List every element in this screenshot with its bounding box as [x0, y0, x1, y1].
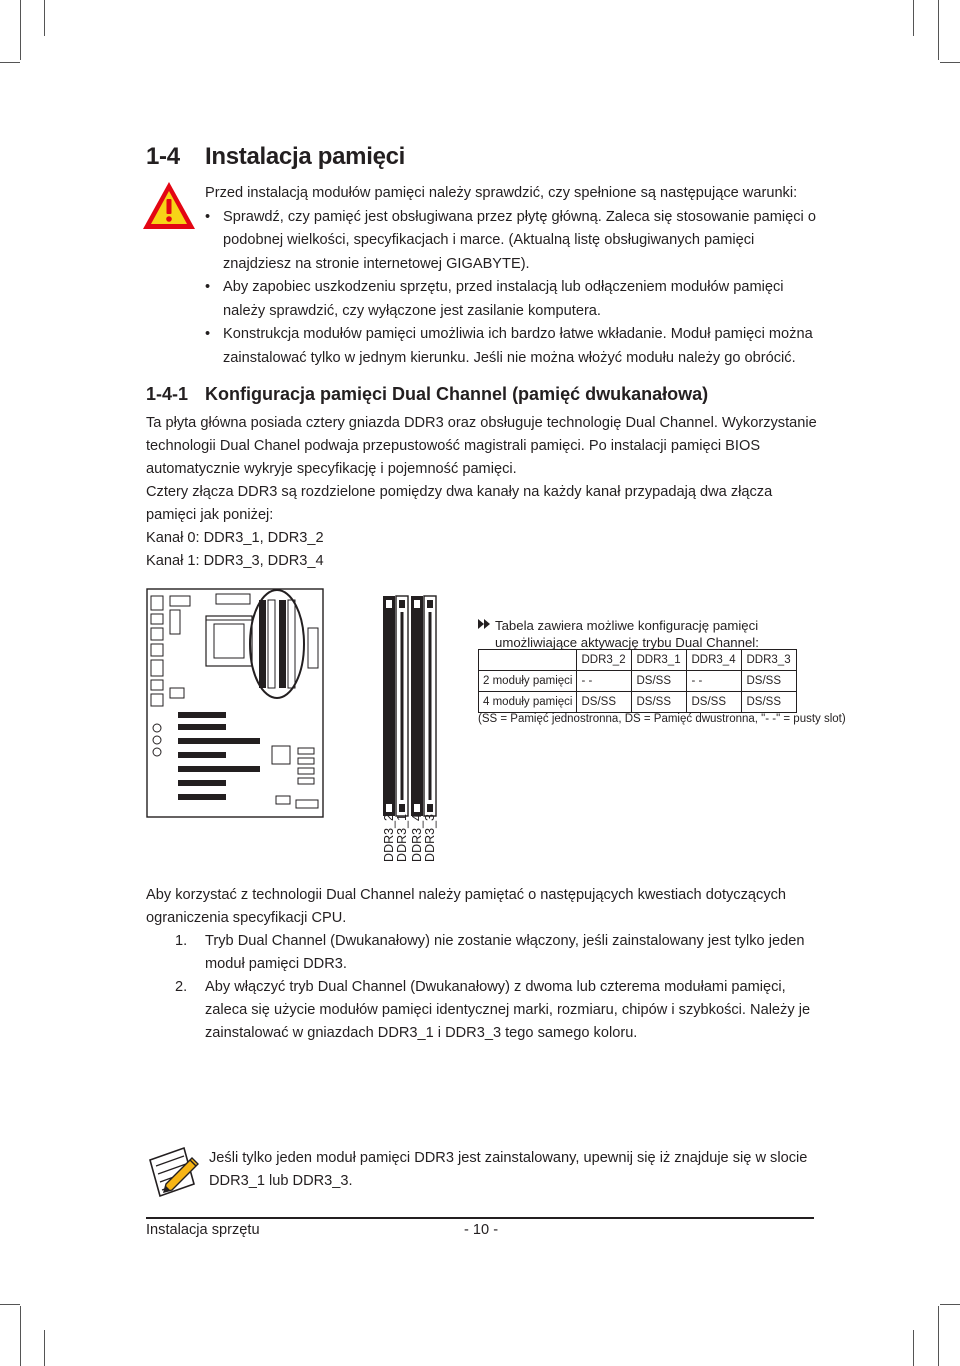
slot-label: DDR3_4: [410, 814, 424, 862]
numbered-list: [146, 930, 818, 1045]
paragraph: Ta płyta główna posiada cztery gniazda DDR3 oraz obsługuje technologię Dual Channel. Wykorzystanie technologii Dual Chanel podwaja przepustowość magistrali pamięci. Po instalacji pamięci BIOS automatycznie wykryje specyfikację i pojemność pamięci.: [146, 415, 817, 477]
motherboard-diagram: [146, 588, 326, 820]
crop-mark: [913, 0, 914, 36]
memory-slot-ddr3-1: [396, 596, 408, 816]
body-text-1: [146, 412, 818, 573]
channel-0-line: Kanał 0: DDR3_1, DDR3_2: [146, 530, 324, 546]
page-number: - 10 -: [464, 1222, 499, 1238]
crop-mark: [913, 1330, 914, 1366]
caution-intro: Przed instalacją modułów pamięci należy sprawdzić, czy spełnione są następujące warunki:: [205, 185, 798, 201]
table-cell: - -: [577, 671, 632, 692]
slot-label: DDR3_2: [382, 814, 396, 862]
table-legend: (SS = Pamięć jednostronna, DS = Pamięć dwustronna, "- -" = pusty slot): [478, 713, 846, 725]
section-title: Instalacja pamięci: [205, 143, 406, 170]
body-text-2: [146, 884, 818, 1045]
memory-slot-ddr3-4: [411, 596, 423, 816]
warning-triangle-icon: [141, 180, 197, 232]
subsection-number: 1-4-1: [146, 384, 189, 404]
config-table: [478, 649, 797, 713]
paragraph: Cztery złącza DDR3 są rozdzielone pomiędzy dwa kanały na każdy kanał przypadają dwa złącza pamięci jak poniżej:: [146, 484, 773, 523]
crop-mark: [938, 1306, 939, 1366]
table-cell: 4 moduły pamięci: [479, 692, 577, 713]
table-header-cell: DDR3_3: [742, 650, 797, 671]
table-row: [479, 692, 797, 713]
list-item: [146, 976, 818, 1045]
crop-mark: [20, 1306, 21, 1366]
table-intro: [478, 617, 778, 651]
table-header-cell: DDR3_2: [577, 650, 632, 671]
table-intro-text: Tabela zawiera możliwe konfigurację pamięci umożliwiające aktywację trybu Dual Channel:: [495, 618, 759, 650]
table-header-cell: DDR3_4: [687, 650, 742, 671]
table-cell: 2 moduły pamięci: [479, 671, 577, 692]
list-number: 2.: [175, 979, 188, 995]
caution-bullet: • Konstrukcja modułów pamięci umożliwia ich bardzo łatwe wkładanie. Moduł pamięci można zainstalować tylko w jednym kierunku. Jeśli nie można włożyć modułu należy go obrócić.: [205, 323, 820, 370]
table-cell: - -: [687, 671, 742, 692]
footer-section-title: Instalacja sprzętu: [146, 1222, 260, 1238]
crop-mark: [938, 0, 939, 60]
list-item: [146, 930, 818, 976]
caution-block: [205, 182, 820, 370]
slot-label: DDR3_3: [423, 814, 437, 862]
table-row: [479, 671, 797, 692]
memory-slot-ddr3-2: [383, 596, 395, 816]
crop-mark: [0, 62, 20, 63]
caution-bullet: • Aby zapobiec uszkodzeniu sprzętu, przed instalacją lub odłączeniem modułów pamięci należy sprawdzić, czy wyłączone jest zasilanie komputera.: [205, 276, 820, 323]
table-cell: DS/SS: [632, 692, 687, 713]
table-cell: DS/SS: [632, 671, 687, 692]
note-text: Jeśli tylko jeden moduł pamięci DDR3 jest zainstalowany, upewnij się iż znajduje się w slocie DDR3_1 lub DDR3_3.: [209, 1150, 808, 1189]
crop-mark: [940, 62, 960, 63]
table-header-cell: DDR3_1: [632, 650, 687, 671]
crop-mark: [20, 0, 21, 60]
section-number: 1-4: [146, 143, 180, 170]
list-number: 1.: [175, 933, 188, 949]
crop-mark: [44, 0, 45, 36]
caution-bullet: • Sprawdź, czy pamięć jest obsługiwana przez płytę główną. Zaleca się stosowanie pamięci o podobnej wielkości, specyfikacjach i marce. (Aktualną listę obsługiwanych pamięci znajdziesz na stronie internetowej GIGABYTE).: [205, 206, 820, 277]
channel-1-line: Kanał 1: DDR3_3, DDR3_4: [146, 553, 324, 569]
crop-mark: [940, 1304, 960, 1305]
crop-mark: [44, 1330, 45, 1366]
double-arrow-icon: [478, 619, 492, 629]
memory-slots-diagram: [380, 592, 440, 820]
caution-list: [205, 206, 820, 371]
list-text: Aby włączyć tryb Dual Channel (Dwukanałowy) z dwoma lub czterema modułami pamięci, zaleca się użycie modułów pamięci identycznej marki, rozmiaru, chipów i szybkości. Należy je zainstalować w gniazdach DDR3_1 i DDR3_3 tego samego koloru.: [205, 979, 811, 1041]
table-cell: DS/SS: [742, 671, 797, 692]
table-cell: DS/SS: [577, 692, 632, 713]
table-header-row: [479, 650, 797, 671]
table-cell: DS/SS: [742, 692, 797, 713]
crop-mark: [0, 1304, 20, 1305]
list-text: Tryb Dual Channel (Dwukanałowy) nie zostanie włączony, jeśli zainstalowany jest tylko jeden moduł pamięci DDR3.: [205, 933, 805, 972]
table-header-cell: [479, 650, 577, 671]
paragraph: Aby korzystać z technologii Dual Channel należy pamiętać o następujących kwestiach dotyczących ograniczenia specyfikacji CPU.: [146, 887, 787, 926]
table-cell: DS/SS: [687, 692, 742, 713]
slot-label: DDR3_1: [395, 814, 409, 862]
subsection-title: Konfiguracja pamięci Dual Channel (pamięć dwukanałowa): [205, 384, 709, 404]
footer-rule: [146, 1217, 814, 1219]
memory-slot-ddr3-3: [424, 596, 436, 816]
pencil-note-icon: [144, 1144, 202, 1200]
